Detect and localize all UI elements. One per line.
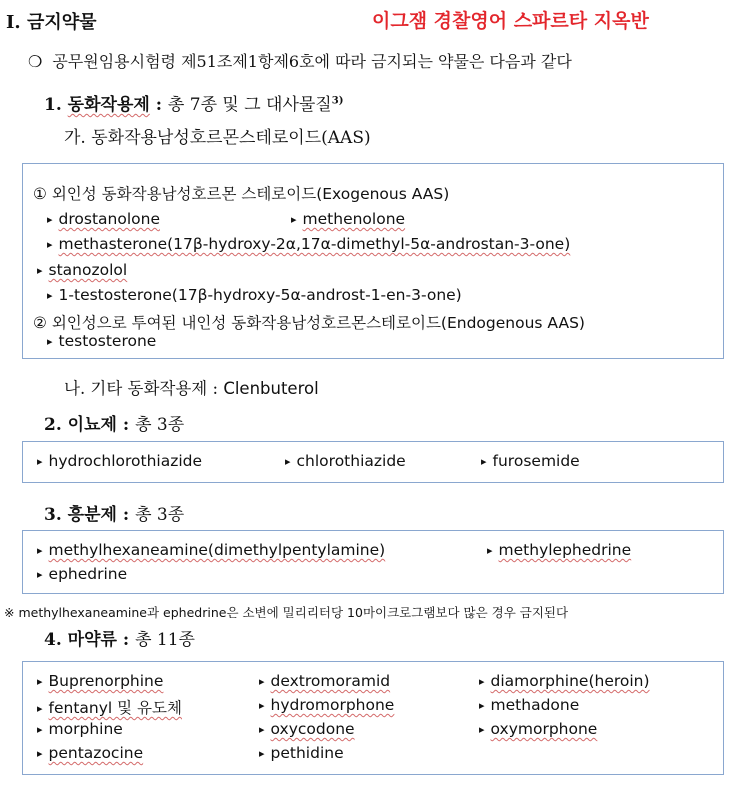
list-item: ▸ morphine <box>37 720 123 738</box>
clenbuterol-value: Clenbuterol <box>223 379 319 398</box>
list-item: ▸ ephedrine <box>37 565 128 583</box>
section-2-heading: 2. 이뇨제 : 총 3종 <box>44 415 185 435</box>
list-item: ▸ chlorothiazide <box>285 452 406 470</box>
footnote-marker: 3) <box>331 95 344 107</box>
list-item: ▸ oxycodone <box>259 720 355 738</box>
bullet-icon: ▸ <box>259 723 265 736</box>
list-item: ▸ hydromorphone <box>259 696 395 714</box>
section-2-count: 총 3종 <box>135 415 185 435</box>
aas-box <box>22 163 724 359</box>
bullet-icon: ▸ <box>37 455 43 468</box>
bullet-icon: ▸ <box>37 544 43 557</box>
list-item: ▸ pentazocine <box>37 744 144 762</box>
bullet-icon: ▸ <box>481 455 487 468</box>
exogenous-heading: ① 외인성 동화작용남성호르몬 스테로이드(Exogenous AAS) <box>33 185 450 203</box>
section-4-name: 마약류 <box>67 630 117 650</box>
list-item: ▸ drostanolone <box>47 210 160 228</box>
subsection-na: 나. 기타 동화작용제 : Clenbuterol <box>64 379 319 398</box>
roman-numeral: Ⅰ. <box>6 12 21 33</box>
list-item: ▸ oxymorphone <box>479 720 598 738</box>
diuretics-box <box>22 441 724 483</box>
narcotics-box <box>22 661 724 775</box>
list-item: ▸ testosterone <box>47 332 157 350</box>
list-item: ▸ Buprenorphine <box>37 672 164 690</box>
list-item: ▸ dextromoramid <box>259 672 391 690</box>
endogenous-heading: ② 외인성으로 투여된 내인성 동화작용남성호르몬스테로이드(Endogenous AAS) <box>33 314 585 332</box>
bullet-icon: ▸ <box>259 699 265 712</box>
list-item: ▸ methylhexaneamine(dimethylpentylamine) <box>37 541 386 559</box>
section-1-name: 동화작용제 <box>67 95 150 115</box>
section-3-heading: 3. 흥분제 : 총 3종 <box>44 505 185 525</box>
bullet-icon: ▸ <box>37 264 43 277</box>
bullet-icon: ▸ <box>37 723 43 736</box>
section-2-name: 이뇨제 <box>67 415 117 435</box>
bullet-icon: ▸ <box>37 702 43 715</box>
section-heading <box>6 8 97 34</box>
watermark-text: 이그잼 경찰영어 스파르타 지옥반 <box>372 10 649 32</box>
section-4-count: 총 11종 <box>135 630 195 650</box>
list-item: ▸ methylephedrine <box>487 541 632 559</box>
bullet-icon: ▸ <box>47 213 53 226</box>
subsection-ga: 가. 동화작용남성호르몬스테로이드(AAS) <box>64 128 371 148</box>
section-3-count: 총 3종 <box>135 505 185 525</box>
bullet-icon: ▸ <box>479 675 485 688</box>
bullet-icon: ▸ <box>285 455 291 468</box>
bullet-icon: ▸ <box>479 699 485 712</box>
section-4-heading: 4. 마약류 : 총 11종 <box>44 630 195 650</box>
list-item: ▸ methasterone(17β-hydroxy-2α,17α-dimethyl-5α-androstan-3-one) <box>47 235 571 253</box>
list-item: ▸ furosemide <box>481 452 580 470</box>
stimulant-note: ※ methylhexaneamine과 ephedrine은 소변에 밀리리터당 10마이크로그램보다 많은 경우 금지된다 <box>4 605 569 620</box>
list-item: ▸ stanozolol <box>37 261 128 279</box>
section-3-name: 흥분제 <box>67 505 117 525</box>
section-1-heading: 1. 동화작용제 : 총 7종 및 그 대사물질$^{3)}$ <box>44 95 344 115</box>
bullet-icon: ▸ <box>37 747 43 760</box>
bullet-icon: ▸ <box>47 335 53 348</box>
list-item: ▸ fentanyl 및 유도체 <box>37 699 182 717</box>
bullet-icon: ▸ <box>47 238 53 251</box>
bullet-icon: ▸ <box>259 747 265 760</box>
list-item: ▸ diamorphine(heroin) <box>479 672 650 690</box>
intro-line <box>28 49 572 72</box>
intro-text: 공무원임용시험령 제51조제1항제6호에 따라 금지되는 약물은 다음과 같다 <box>52 52 572 71</box>
bullet-icon: ▸ <box>291 213 297 226</box>
bullet-icon: ▸ <box>487 544 493 557</box>
bullet-icon: ▸ <box>479 723 485 736</box>
section-title: 금지약물 <box>26 12 97 33</box>
list-item: ▸ 1-testosterone(17β-hydroxy-5α-androst-1-en-3-one) <box>47 286 462 304</box>
bullet-icon: ▸ <box>37 568 43 581</box>
list-item: ▸ pethidine <box>259 744 344 762</box>
stimulants-box <box>22 530 724 594</box>
list-item: ▸ methenolone <box>291 210 406 228</box>
circle-bullet-icon: ❍ <box>28 52 43 71</box>
list-item: ▸ hydrochlorothiazide <box>37 452 203 470</box>
list-item: ▸ methadone <box>479 696 580 714</box>
section-1-count: 총 7종 및 그 대사물질 <box>167 95 332 115</box>
bullet-icon: ▸ <box>259 675 265 688</box>
bullet-icon: ▸ <box>37 675 43 688</box>
bullet-icon: ▸ <box>47 289 53 302</box>
